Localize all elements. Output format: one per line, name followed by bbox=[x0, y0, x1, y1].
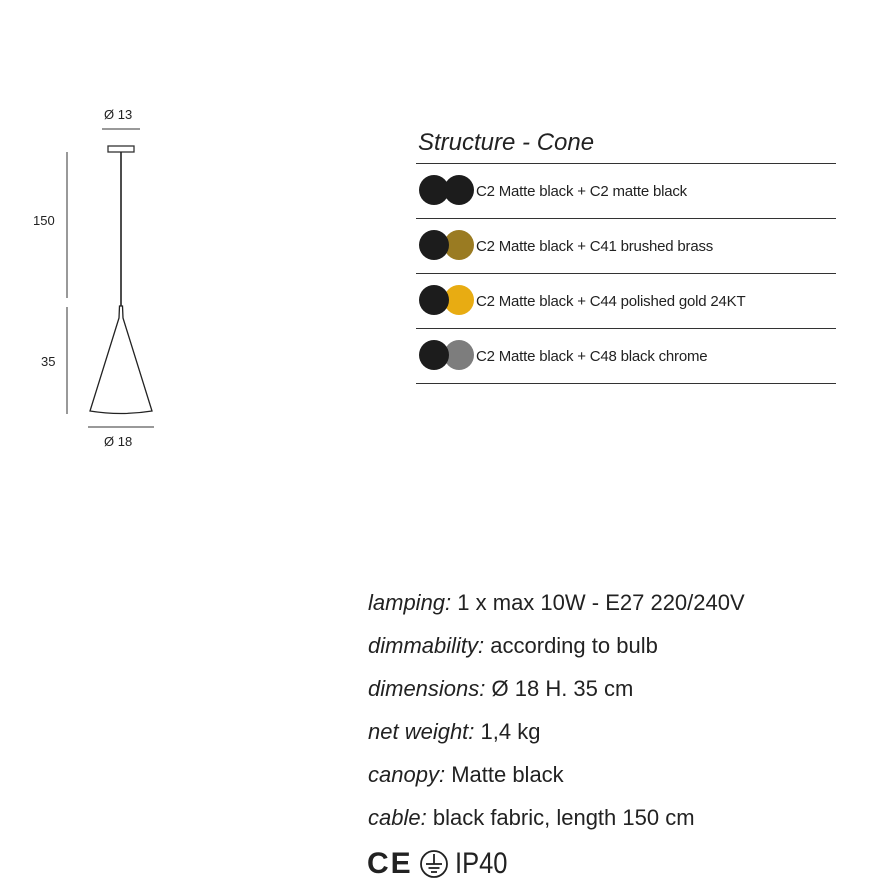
spec-key: dimensions: bbox=[368, 676, 486, 701]
spec-key: canopy: bbox=[368, 762, 446, 787]
spec-key: cable: bbox=[368, 805, 427, 830]
finish-label: C2 Matte black + C48 black chrome bbox=[476, 347, 708, 365]
spec-net-weight bbox=[368, 712, 868, 755]
swatch-pair bbox=[419, 174, 475, 208]
cable-length-label: 150 bbox=[33, 213, 55, 228]
swatch-pair bbox=[419, 284, 475, 318]
finish-row bbox=[416, 163, 836, 218]
spec-value: black fabric, length 150 cm bbox=[432, 805, 695, 830]
ground-symbol-icon bbox=[419, 849, 449, 879]
finish-row bbox=[416, 273, 836, 328]
swatch-pair bbox=[419, 339, 475, 373]
top-diameter-label: Ø 13 bbox=[104, 107, 133, 122]
finishes-table bbox=[416, 126, 836, 384]
finish-row bbox=[416, 218, 836, 273]
color-swatch-primary bbox=[419, 175, 449, 205]
spec-list bbox=[368, 583, 868, 841]
color-swatch-primary bbox=[419, 230, 449, 260]
shade-height-label: 35 bbox=[41, 354, 56, 369]
finish-row bbox=[416, 328, 836, 384]
lamp-outline-icon bbox=[0, 0, 260, 470]
technical-drawing bbox=[0, 0, 260, 470]
spec-value: 1 x max 10W - E27 220/240V bbox=[457, 590, 745, 615]
color-swatch-primary bbox=[419, 340, 449, 370]
spec-value: Ø 18 H. 35 cm bbox=[491, 676, 634, 701]
spec-value: Matte black bbox=[451, 762, 564, 787]
spec-lamping bbox=[368, 583, 868, 626]
finish-label: C2 Matte black + C41 brushed brass bbox=[476, 237, 714, 255]
spec-cable bbox=[368, 798, 868, 841]
finish-label: C2 Matte black + C44 polished gold 24KT bbox=[476, 292, 746, 310]
ce-mark: CE bbox=[367, 847, 413, 880]
ip-rating: IP40 bbox=[454, 847, 508, 880]
spec-key: dimmability: bbox=[368, 633, 485, 658]
finishes-title: Structure - Cone bbox=[418, 129, 595, 156]
bottom-diameter-label: Ø 18 bbox=[104, 434, 133, 449]
spec-value: 1,4 kg bbox=[480, 719, 541, 744]
spec-canopy bbox=[368, 755, 868, 798]
spec-key: lamping: bbox=[368, 590, 452, 615]
finish-label: C2 Matte black + C2 matte black bbox=[476, 182, 687, 200]
spec-dimensions bbox=[368, 669, 868, 712]
swatch-pair bbox=[419, 229, 475, 263]
spec-value: according to bulb bbox=[490, 633, 658, 658]
color-swatch-primary bbox=[419, 285, 449, 315]
certification-marks bbox=[367, 847, 516, 881]
spec-dimmability bbox=[368, 626, 868, 669]
spec-key: net weight: bbox=[368, 719, 475, 744]
